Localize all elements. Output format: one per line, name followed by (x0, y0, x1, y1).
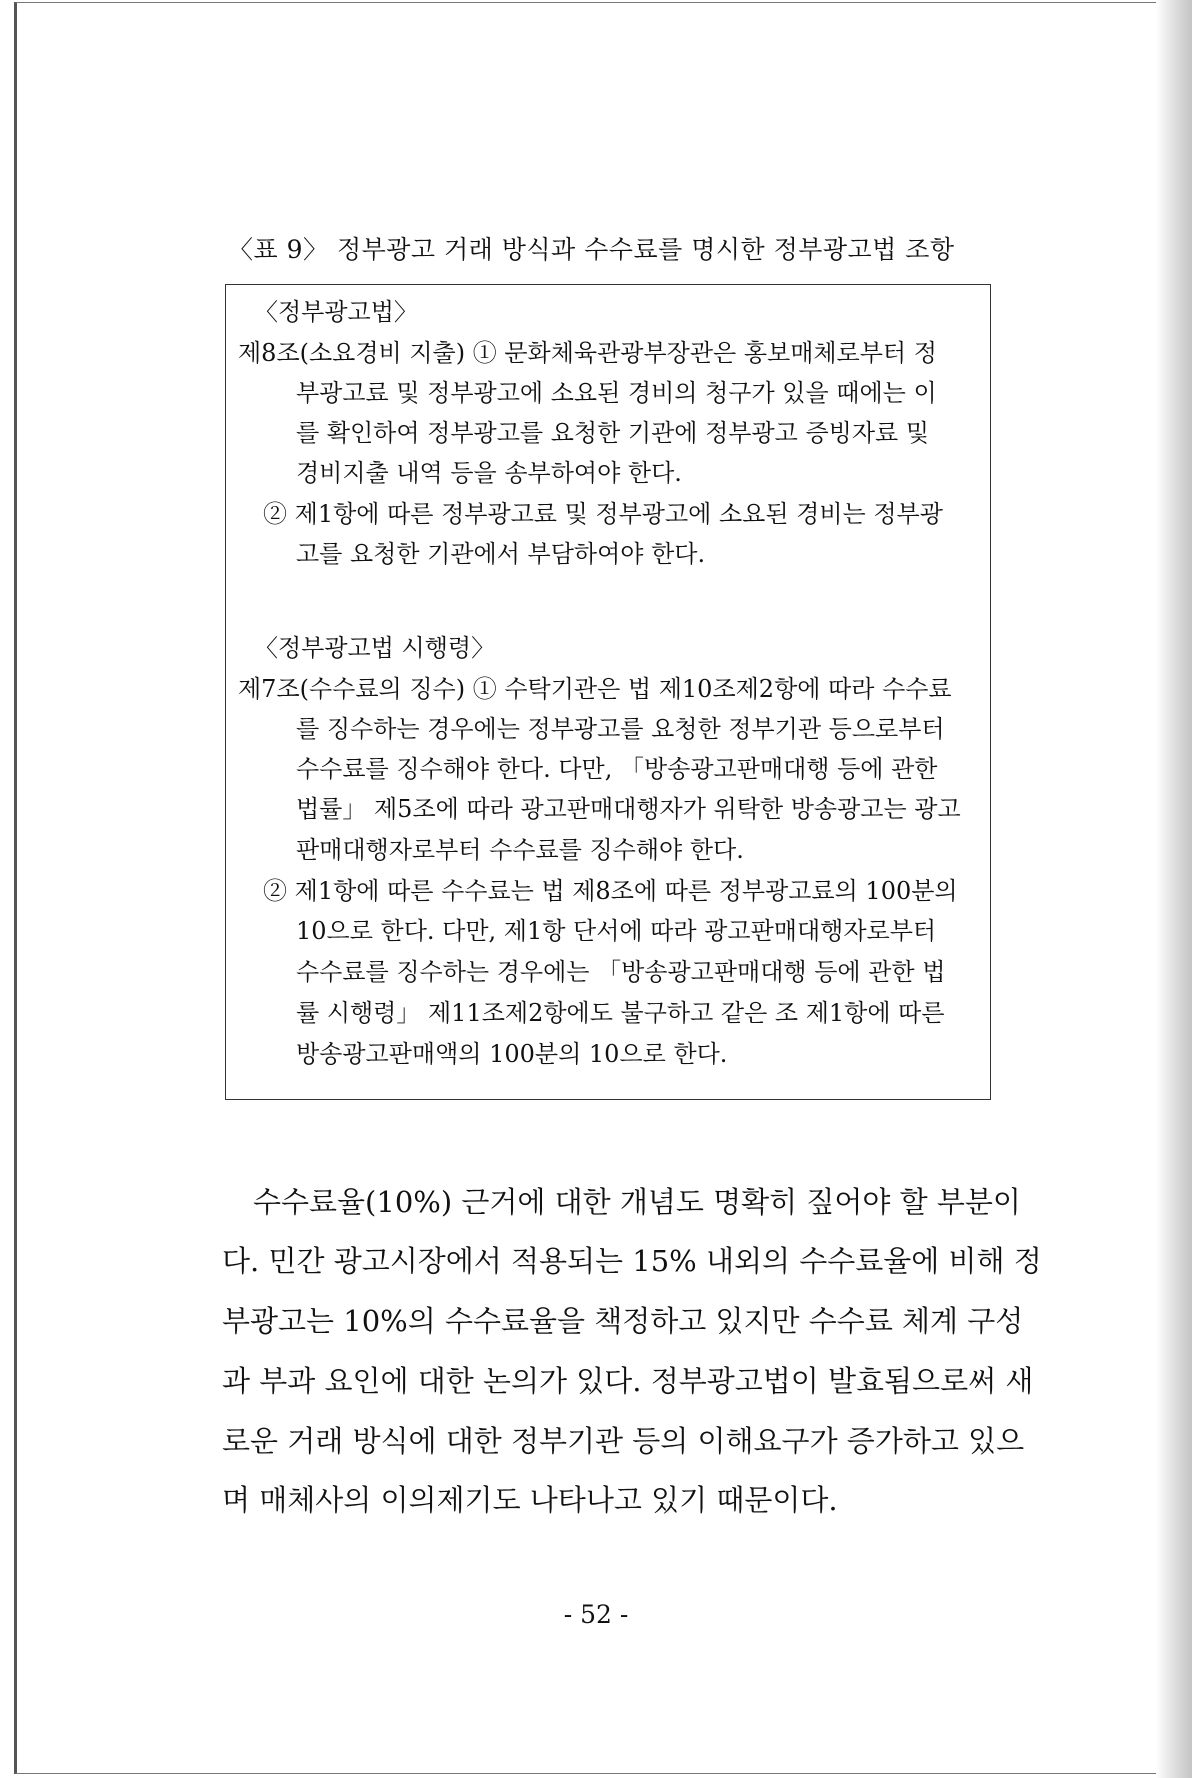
decree-article-line: ② 제1항에 따른 수수료는 법 제8조에 따른 정부광고료의 100분의 (263, 877, 958, 905)
law-heading: 〈정부광고법〉 (254, 298, 418, 326)
decree-article-line: 률 시행령」 제11조제2항에도 불구하고 같은 조 제1항에 따른 (296, 999, 945, 1027)
decree-article-line: 10으로 한다. 다만, 제1항 단서에 따라 광고판매대행자로부터 (296, 917, 937, 945)
law-excerpt-box (225, 284, 991, 1100)
law-article-line: 고를 요청한 기관에서 부담하여야 한다. (296, 540, 706, 568)
decree-article-line: 법률」 제5조에 따라 광고판매대행자가 위탁한 방송광고는 광고 (296, 795, 961, 823)
law-article-line: 를 확인하여 정부광고를 요청한 기관에 정부광고 증빙자료 및 (296, 419, 930, 447)
decree-article-line: 수수료를 징수해야 한다. 다만, 「방송광고판매대행 등에 관한 (296, 755, 938, 783)
body-paragraph-line: 로운 거래 방식에 대한 정부기관 등의 이해요구가 증가하고 있으 (222, 1424, 1025, 1458)
body-paragraph-line: 수수료율(10%) 근거에 대한 개념도 명확히 짚어야 할 부분이 (253, 1185, 1021, 1219)
body-paragraph-line: 과 부과 요인에 대한 논의가 있다. 정부광고법이 발효됨으로써 새 (222, 1364, 1034, 1398)
decree-article-line: 방송광고판매액의 100분의 10으로 한다. (296, 1040, 728, 1068)
decree-article-line: 수수료를 징수하는 경우에는 「방송광고판매대행 등에 관한 법 (296, 958, 946, 986)
table-caption: 〈표 9〉 정부광고 거래 방식과 수수료를 명시한 정부광고법 조항 (228, 235, 955, 264)
law-article-line: 경비지출 내역 등을 송부하여야 한다. (296, 459, 682, 487)
law-article-line: 제8조(소요경비 지출) ① 문화체육관광부장관은 홍보매체로부터 정 (238, 339, 937, 367)
decree-article-line: 판매대행자로부터 수수료를 징수해야 한다. (296, 836, 744, 864)
law-article-line: 부광고료 및 정부광고에 소요된 경비의 청구가 있을 때에는 이 (296, 379, 937, 407)
page-number: - 52 - (563, 1600, 629, 1629)
body-paragraph-line: 다. 민간 광고시장에서 적용되는 15% 내외의 수수료율에 비해 정 (222, 1244, 1042, 1278)
page-edge-shadow (1156, 0, 1192, 1778)
law-article-line: ② 제1항에 따른 정부광고료 및 정부광고에 소요된 경비는 정부광 (263, 500, 943, 528)
decree-article-line: 제7조(수수료의 징수) ① 수탁기관은 법 제10조제2항에 따라 수수료 (238, 675, 952, 703)
body-paragraph-line: 며 매체사의 이의제기도 나타나고 있기 때문이다. (222, 1483, 838, 1517)
decree-article-line: 를 징수하는 경우에는 정부광고를 요청한 정부기관 등으로부터 (296, 715, 945, 743)
decree-heading: 〈정부광고법 시행령〉 (254, 634, 496, 662)
body-paragraph-line: 부광고는 10%의 수수료율을 책정하고 있지만 수수료 체계 구성 (222, 1304, 1024, 1338)
